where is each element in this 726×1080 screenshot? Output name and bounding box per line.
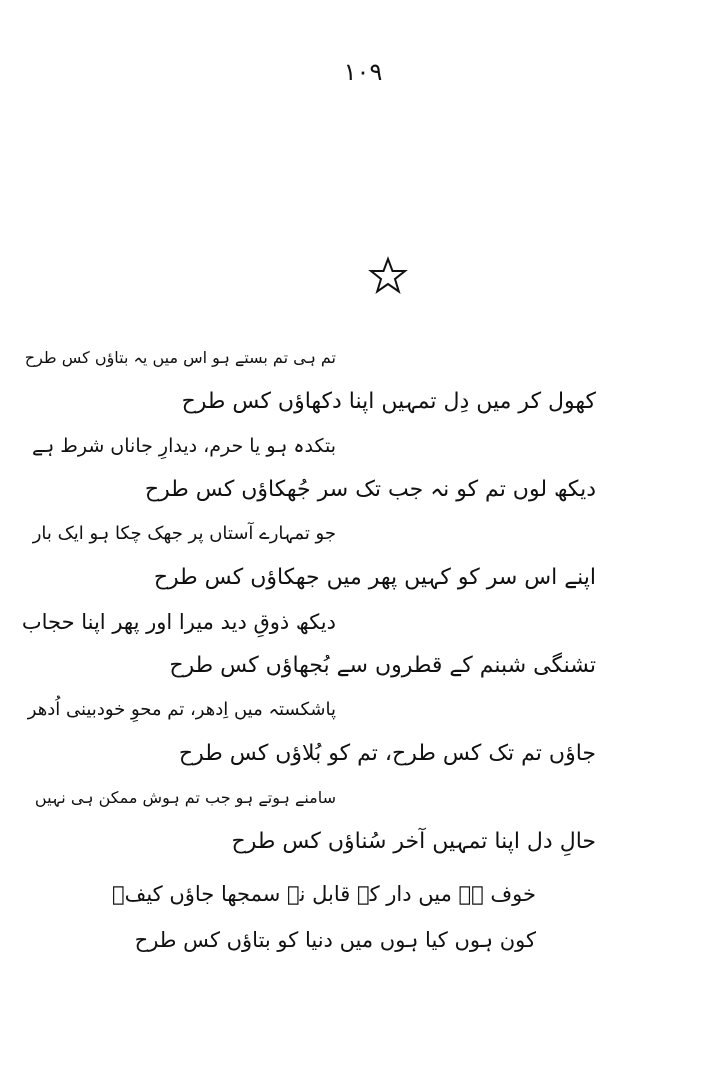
star-outline-icon	[368, 256, 408, 296]
poem-line: جو تمہارے آستاں پر جھک چکا ہو ایک بار	[32, 523, 336, 544]
poem-line: حالِ دل اپنا تمہیں آخر سُناؤں کس طرح	[231, 829, 596, 854]
poem-line: بتکدہ ہو یا حرم، دیدارِ جاناں شرط ہے	[31, 435, 336, 457]
poem-line: تشنگی شبنم کے قطروں سے بُجھاؤں کس طرح	[169, 653, 596, 678]
poem-line: کون ہوں کیا ہوں میں دنیا کو بتاؤں کس طرح	[134, 928, 536, 952]
poem-line: تم ہی تم بستے ہو اس میں یہ بتاؤں کس طرح	[24, 348, 336, 367]
poem-line: پاشکستہ میں اِدھر، تم محوِ خودبینی اُدھر	[27, 699, 336, 720]
poem-line: دیکھ ذوقِ دید میرا اور پھر اپنا حجاب	[21, 610, 336, 634]
poem-line: اپنے اس سر کو کہیں پھر میں جھکاؤں کس طرح	[153, 565, 596, 590]
poem-line: خوف ہے میں دار کے قابل نہ سمجھا جاؤں کیفؔ	[112, 882, 536, 906]
poem-line: دیکھ لوں تم کو نہ جب تک سر جُھکاؤں کس طرح	[144, 477, 596, 502]
poem-line: سامنے ہوتے ہو جب تم ہوش ممکن ہی نہیں	[34, 788, 336, 807]
poem-line: جاؤں تم تک کس طرح، تم کو بُلاؤں کس طرح	[178, 741, 596, 766]
page-number: ۱۰۹	[343, 58, 383, 86]
poem-line: کھول کر میں دِل تمہیں اپنا دکھاؤں کس طرح	[181, 389, 596, 414]
